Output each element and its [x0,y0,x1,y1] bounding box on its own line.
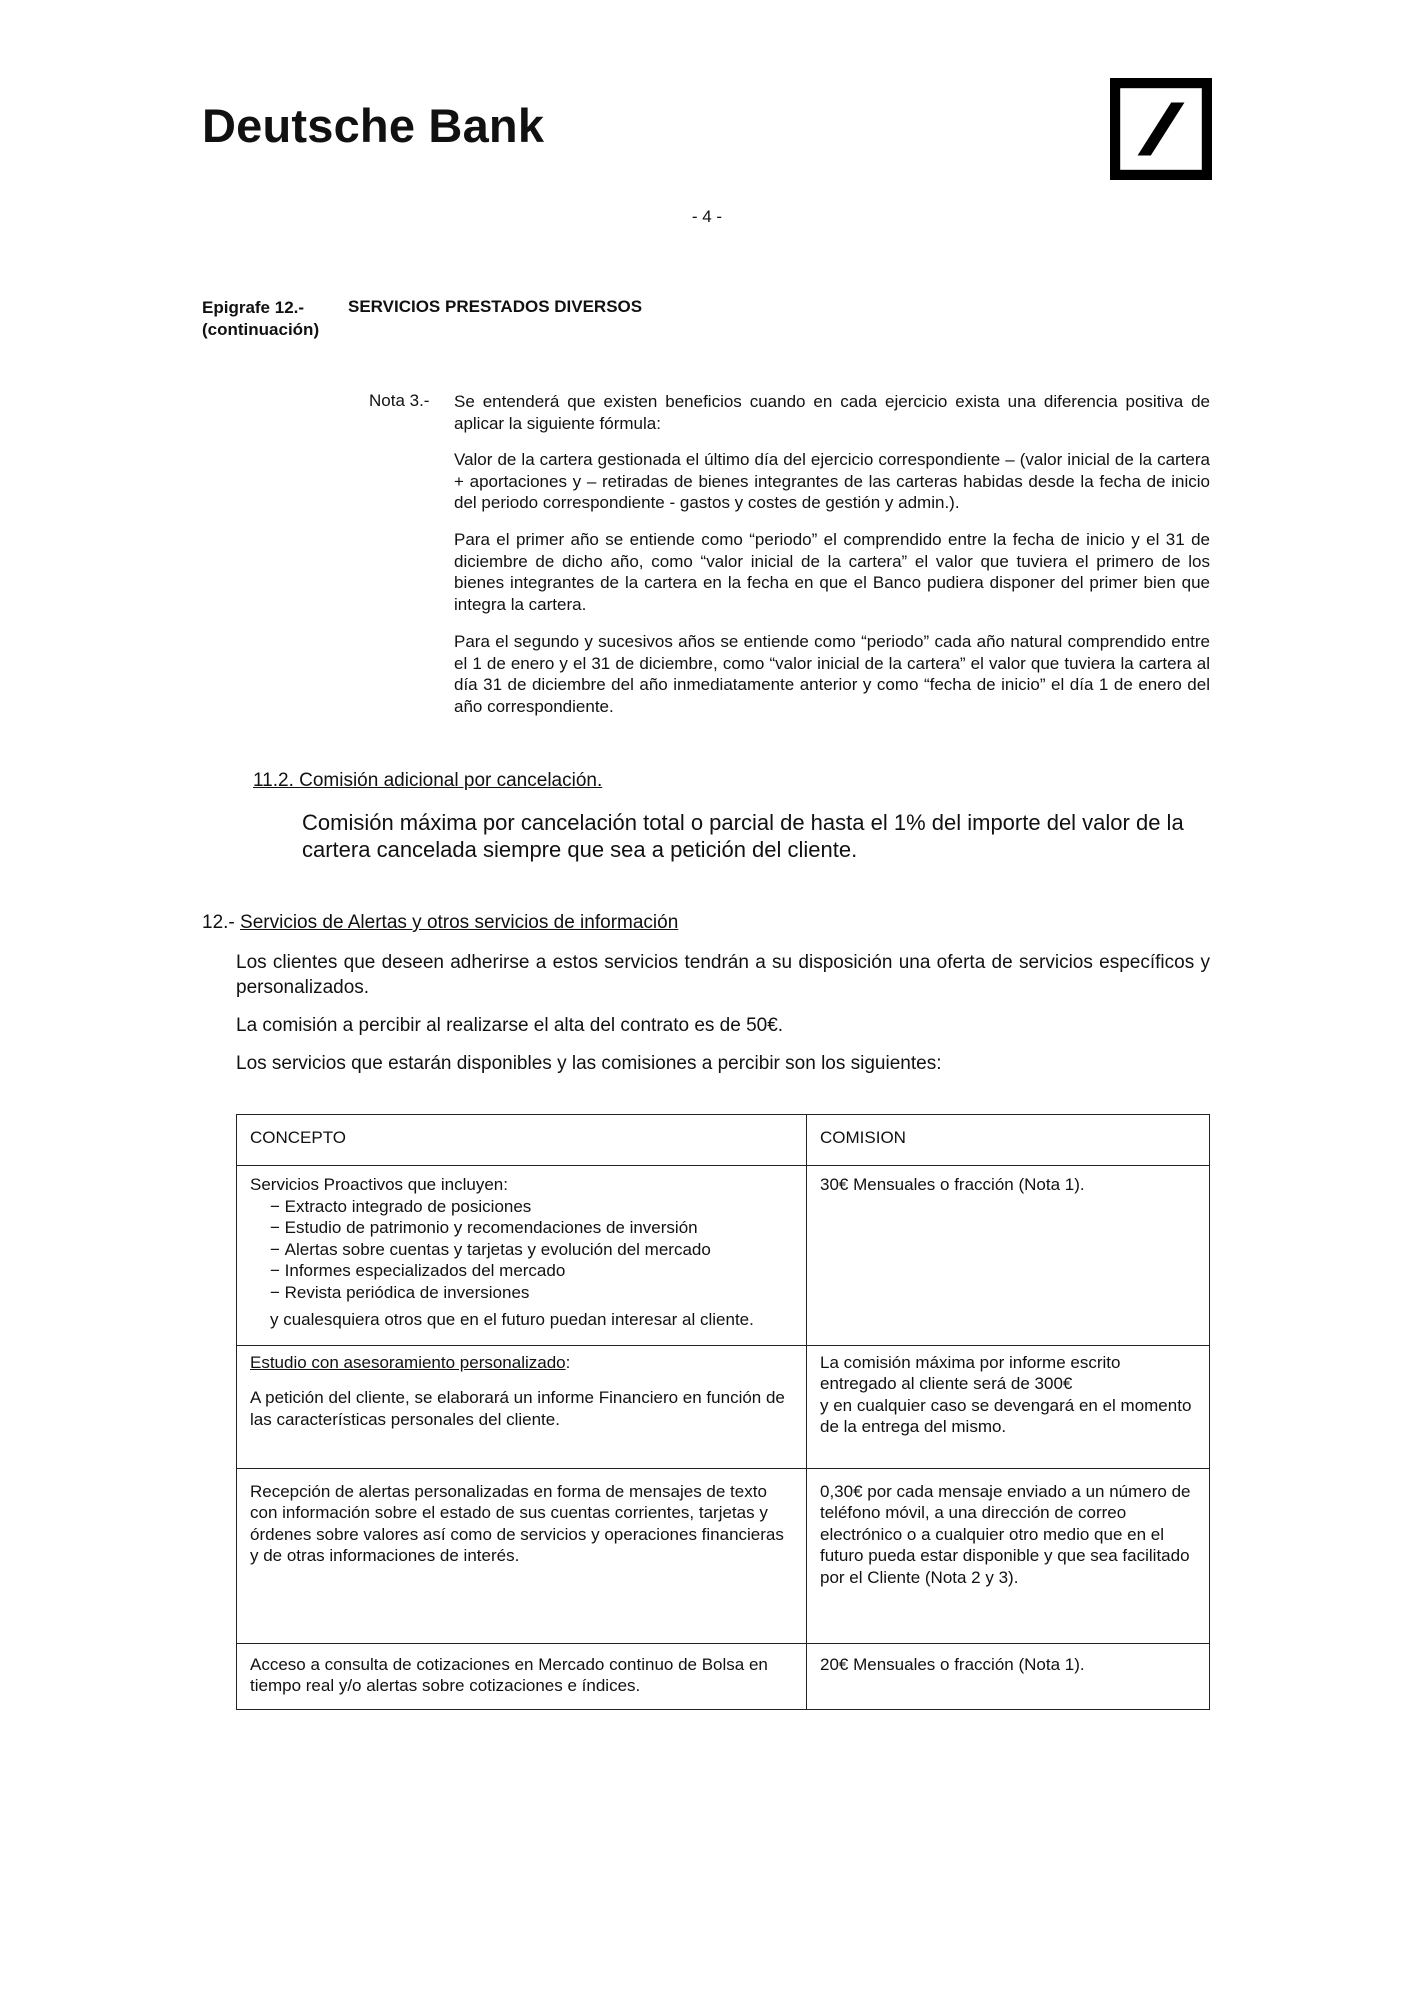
nota3-paragraph: Valor de la cartera gestionada el último día del ejercicio correspondiente – (valor inicial de la cartera + aportaciones y – retiradas de bienes integrantes de las carteras habidas desde la fecha de inicio del periodo correspondiente - gastos y costes de gestión y admin.). [454,450,1210,512]
header-comision: COMISION [807,1115,1210,1166]
fees-table [236,1114,1210,1710]
services-list [250,1196,794,1304]
section-12-heading [202,912,678,934]
list-item: − Informes especializados del mercado [270,1260,794,1282]
concepto-title: Estudio con asesoramiento personalizado: [250,1352,571,1372]
nota3-paragraph: Para el primer año se entiende como “periodo” el comprendido entre la fecha de inicio y el 31 de diciembre de dicho año, como “valor inicial de la cartera” el valor que tuviera el primero de los bienes integrantes de la cartera en la fecha en que el Banco pudiera disponer del primer bien que integra la cartera. [454,530,1210,614]
list-item: − Extracto integrado de posiciones [270,1196,794,1218]
comision-cell: 0,30€ por cada mensaje enviado a un número de teléfono móvil, a una dirección de correo electrónico o a cualquier otro medio que en el futuro pueda estar disponible y que sea facilitado por el Cliente (Nota 2 y 3). [807,1468,1210,1643]
comision-cell: 20€ Mensuales o fracción (Nota 1). [807,1643,1210,1709]
table-header-row [237,1115,1210,1166]
comision-cell [807,1345,1210,1468]
list-item: − Estudio de patrimonio y recomendaciones de inversión [270,1217,794,1239]
section-11-2-heading: 11.2. Comisión adicional por cancelación. [253,770,603,791]
concepto-tail: y cualesquiera otros que en el futuro puedan interesar al cliente. [270,1310,754,1329]
concepto-cell [237,1166,807,1346]
epigrafe-title: SERVICIOS PRESTADOS DIVERSOS [348,297,643,316]
table-row [237,1166,1210,1346]
table-row [237,1345,1210,1468]
concepto-cell: Recepción de alertas personalizadas en forma de mensajes de texto con información sobre el estado de sus cuentas corrientes, tarjetas y órdenes sobre valores así como de servicios y operaciones financieras y de otras informaciones de interés. [237,1468,807,1643]
section-12-paragraph: Los clientes que deseen adherirse a estos servicios tendrán a su disposición una oferta de servicios específicos y personalizados. [236,952,1210,998]
epigrafe-continuation: (continuación) [202,320,320,339]
comision-line: La comisión máxima por informe escrito entregado al cliente será de 300€ [820,1352,1121,1393]
table-row [237,1468,1210,1643]
concepto-text: A petición del cliente, se elaborará un informe Financiero en función de las características personales del cliente. [250,1388,785,1429]
section-12-paragraph: La comisión a percibir al realizarse el alta del contrato es de 50€. [236,1015,784,1036]
comision-cell: 30€ Mensuales o fracción (Nota 1). [807,1166,1210,1346]
brand-name: Deutsche Bank [202,99,545,152]
deutsche-bank-logo [1110,78,1212,180]
comision-line: y en cualquier caso se devengará en el momento de la entrega del mismo. [820,1395,1192,1436]
section-12-title: Servicios de Alertas y otros servicios de información [240,912,679,933]
section-11-2-text: Comisión máxima por cancelación total o parcial de hasta el 1% del importe del valor de la cartera cancelada siempre que sea a petición del cliente. [302,810,1184,862]
epigrafe-label [202,297,319,341]
epigrafe-number: Epigrafe 12.- [202,298,305,317]
section-12-number: 12.- [202,912,235,933]
section-12-paragraph: Los servicios que estarán disponibles y las comisiones a percibir son los siguientes: [236,1053,942,1074]
concepto-intro: Servicios Proactivos que incluyen: [250,1175,508,1194]
nota3-paragraph: Para el segundo y sucesivos años se entiende como “periodo” cada año natural comprendido entre el 1 de enero y el 31 de diciembre, como “valor inicial de la cartera” el valor que tuviera la cartera al día 31 de diciembre del año inmediatamente anterior y como “fecha de inicio” el día 1 de enero del año correspondiente. [454,632,1210,716]
page-number: - 4 - [691,207,723,226]
concepto-cell: Acceso a consulta de cotizaciones en Mercado continuo de Bolsa en tiempo real y/o alertas sobre cotizaciones e índices. [237,1643,807,1709]
nota3-label: Nota 3.- [369,391,430,410]
list-item: − Revista periódica de inversiones [270,1282,794,1304]
list-item: − Alertas sobre cuentas y tarjetas y evolución del mercado [270,1239,794,1261]
header-concepto: CONCEPTO [237,1115,807,1166]
nota3-paragraph: Se entenderá que existen beneficios cuando en cada ejercicio exista una diferencia positiva de aplicar la siguiente fórmula: [454,392,1210,433]
table-row [237,1643,1210,1709]
concepto-cell [237,1345,807,1468]
